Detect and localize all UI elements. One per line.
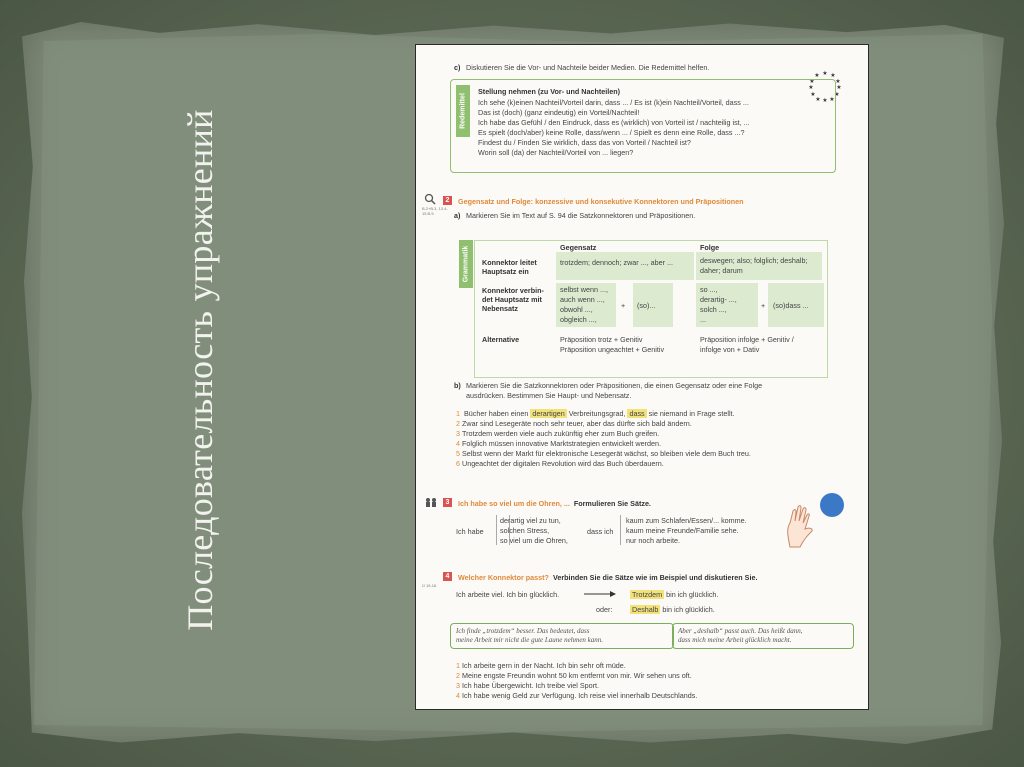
row1-label: Hauptsatz ein — [482, 267, 529, 276]
ex3-col1: so viel um die Ohren, — [500, 536, 568, 545]
row2-folge: so ..., — [700, 285, 718, 294]
ex3-col1: derartig viel zu tun, — [500, 516, 561, 525]
svg-text:★: ★ — [822, 70, 828, 77]
ball-illustration — [820, 493, 844, 517]
magnifier-icon — [424, 193, 436, 205]
ex3-col1: solchen Stress, — [500, 526, 550, 535]
row2-sodass: (so)dass ... — [773, 301, 809, 310]
row2-gegensatz: selbst wenn ..., — [560, 285, 608, 294]
svg-text:★: ★ — [815, 96, 821, 103]
row2-gegensatz: obwohl ..., — [560, 305, 593, 314]
svg-text:★: ★ — [814, 72, 820, 79]
row3-gegensatz: Präposition trotz + Genitiv — [560, 335, 643, 344]
redemittel-line: Das ist (doch) (ganz eindeutig) ein Vorteil/Nachteil! — [478, 108, 640, 117]
ex2-a-instruction: Markieren Sie im Text auf S. 94 die Satzkonnektoren und Präpositionen. — [466, 211, 696, 220]
ex4-sentence-3: 3 Ich habe Übergewicht. Ich treibe viel Sport. — [456, 681, 600, 690]
row3-label: Alternative — [482, 335, 520, 344]
col-gegensatz: Gegensatz — [560, 243, 597, 252]
ex2-number: 2 — [443, 196, 452, 205]
ex2-ref: B.2+B.3, 13.4-15 B.5 — [422, 206, 448, 216]
row1-gegensatz: trotzdem; dennoch; zwar ..., aber ... — [560, 258, 674, 267]
redemittel-line: Findest du / Finden Sie wirklich, dass das von Vorteil / Nachteil ist? — [478, 138, 691, 147]
ex4-trotzdem-line: Trotzdem bin ich glücklich. — [632, 590, 719, 599]
svg-text:★: ★ — [829, 96, 835, 103]
row1-label: Konnektor leitet — [482, 258, 537, 267]
redemittel-tab: Redemittel — [456, 85, 470, 137]
ex3-ich-habe: Ich habe — [456, 527, 484, 536]
redemittel-heading: Stellung nehmen (zu Vor- und Nachteilen) — [478, 87, 621, 96]
ex4-sentence-4: 4 Ich habe wenig Geld zur Verfügung. Ich reise viel innerhalb Deutschlands. — [456, 691, 698, 700]
redemittel-line: Worin soll (da) der Nachteil/Vorteil von ... liegen? — [478, 148, 634, 157]
speech-bubble-trotzdem: Ich finde „trotzdem“ besser. Das bedeutet, dass meine Arbeit mir nicht die gute Laune nehmen kann. — [450, 623, 674, 649]
row2-label: Nebensatz — [482, 304, 518, 313]
row2-label: Konnektor verbin- — [482, 286, 544, 295]
speech-bubble-deshalb: Aber „deshalb“ passt auch. Das heißt dann, dass mich meine Arbeit glücklich macht. — [672, 623, 854, 649]
textbook-page — [415, 44, 869, 710]
ex2-b-instruction: ausdrücken. Bestimmen Sie Haupt- und Nebensatz. — [466, 391, 632, 400]
ex2-b-label: b) — [454, 381, 461, 390]
ex4-ref: Ü 15-16 — [422, 583, 437, 588]
b-sentence-3: 3 Trotzdem werden viele auch zukünftig eher zum Buch greifen. — [456, 429, 660, 438]
row2-folge: solch ..., — [700, 305, 727, 314]
row2-gegensatz: auch wenn ..., — [560, 295, 605, 304]
row3-gegensatz: Präposition ungeachtet + Genitiv — [560, 345, 665, 354]
b-sentence-5: 5 Selbst wenn der Markt für elektronische Lesegerät wächst, so bleiben viele dem Buch treu. — [456, 449, 751, 458]
svg-text:★: ★ — [810, 91, 816, 98]
ex3-number: 3 — [443, 498, 452, 507]
row2-folge: derartig- ..., — [700, 295, 737, 304]
row2-plus: + — [621, 301, 626, 310]
b-sentence-2: 2 Zwar sind Lesegeräte noch sehr teuer, aber das dürfte sich bald ändern. — [456, 419, 692, 428]
ex4-sentence-2: 2 Meine engste Freundin wohnt 50 km entfernt von mir. Wir sehen uns oft. — [456, 671, 692, 680]
svg-text:★: ★ — [808, 84, 814, 91]
row2-so: (so)... — [637, 301, 656, 310]
c-label: c) — [454, 63, 461, 72]
row2-plus: + — [761, 301, 766, 310]
row2-label: det Hauptsatz mit — [482, 295, 542, 304]
row1-folge: deswegen; also; folglich; deshalb; — [700, 256, 808, 265]
row3-folge: Präposition infolge + Genitiv / — [700, 335, 794, 344]
ex3-dass-ich: dass ich — [587, 527, 614, 536]
col-folge: Folge — [700, 243, 720, 252]
ex4-number: 4 — [443, 572, 452, 581]
b-sentence-6: 6 Ungeachtet der digitalen Revolution wird das Buch überdauern. — [456, 459, 664, 468]
redemittel-line: Ich sehe (k)einen Nachteil/Vorteil darin, dass ... / Es ist (k)ein Nachteil/Vorteil, dass ... — [478, 98, 749, 107]
svg-text:★: ★ — [834, 91, 840, 98]
row2-folge: ... — [700, 315, 706, 324]
row1-folge: daher; darum — [700, 266, 743, 275]
c-instruction: Diskutieren Sie die Vor- und Nachteile beider Medien. Die Redemittel helfen. — [466, 63, 710, 72]
speaking-icon — [424, 497, 438, 507]
b-sentence-1: 1 Bücher haben einen derartigen Verbreitungsgrad, dass sie niemand in Frage stellt. — [456, 409, 735, 418]
ex4-oder: oder: — [596, 605, 613, 614]
ex4-title: Welcher Konnektor passt? Verbinden Sie die Sätze wie im Beispiel und diskutieren Sie. — [458, 573, 758, 582]
b-sentence-4: 4 Folglich müssen innovative Marktstrategien entwickelt werden. — [456, 439, 661, 448]
svg-text:★: ★ — [835, 78, 841, 85]
slide-title: Последовательность упражнений — [180, 109, 220, 631]
svg-text:★: ★ — [830, 72, 836, 79]
ex3-col3-divider — [620, 515, 621, 545]
row2-gegensatz: obgleich ..., — [560, 315, 597, 324]
ex2-title: Gegensatz und Folge: konzessive und konsekutive Konnektoren und Präpositionen — [458, 197, 744, 206]
ex3-col3: nur noch arbeite. — [626, 536, 680, 545]
redemittel-line: Ich habe das Gefühl / den Eindruck, dass es (wirklich) von Vorteil ist / nachteilig ist, ... — [478, 118, 750, 127]
grammatik-tab: Grammatik — [459, 240, 473, 288]
ex2-a-label: a) — [454, 211, 461, 220]
svg-text:★: ★ — [822, 97, 828, 103]
arrow-right-icon — [584, 590, 616, 598]
ex3-col3: kaum meine Freunde/Familie sehe. — [626, 526, 739, 535]
svg-text:★: ★ — [836, 84, 842, 91]
redemittel-line: Es spielt (doch/aber) keine Rolle, dass/wenn ... / Spielt es denn eine Rolle, dass ...? — [478, 128, 745, 137]
ex4-deshalb-line: Deshalb bin ich glücklich. — [632, 605, 715, 614]
row3-folge: infolge von + Dativ — [700, 345, 760, 354]
ex4-example: Ich arbeite viel. Ich bin glücklich. — [456, 590, 560, 599]
ex2-b-instruction: Markieren Sie die Satzkonnektoren oder Präpositionen, die einen Gegensatz oder eine Folge — [466, 381, 763, 390]
ex3-col3: kaum zum Schlafen/Essen/... komme. — [626, 516, 747, 525]
hand-illustration — [784, 503, 818, 549]
ex4-sentence-1: 1 Ich arbeite gern in der Nacht. Ich bin sehr oft müde. — [456, 661, 626, 670]
svg-text:★: ★ — [809, 78, 815, 85]
ex3-title: Ich habe so viel um die Ohren, ... Formulieren Sie Sätze. — [458, 499, 651, 508]
